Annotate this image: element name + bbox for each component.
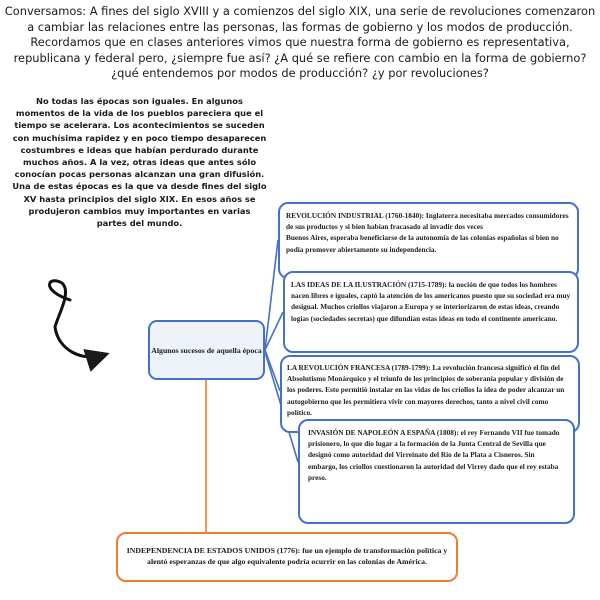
bottom-box-text: INDEPENDENCIA DE ESTADOS UNIDOS (1776): fue un ejemplo de transformación política y alentó esperanzas de que algo equivalente podría ocurrir en las colonias de América.	[126, 546, 448, 566]
hand-drawn-arrow	[50, 281, 105, 357]
event-box-revolucion-industrial	[278, 202, 579, 279]
event-text-invasion-napoleon: INVASIÓN DE NAPOLEÓN A ESPAÑA (1808): el rey Fernando VII fue tomado prisionero, lo que dio lugar a la formación de la Junta Central de Sevilla que designó como autoridad del Virreinato del Río de la Plata a Cisneros. Sin embargo, los criollos cuestionaron la autoridad del Virrey dado que el rey estaba preso.	[308, 428, 560, 482]
bottom-box-independencia	[116, 532, 458, 582]
event-box-invasion-napoleon	[298, 419, 575, 524]
connector-1	[265, 240, 278, 350]
center-box-label: Algunos sucesos de aquella época	[151, 345, 262, 355]
connector-3	[265, 350, 280, 391]
center-box	[148, 320, 265, 380]
event-text-revolucion-industrial: REVOLUCIÓN INDUSTRIAL (1760-1840): Inglaterra necesitaba mercados consumidores de sus productos y si bien habían fracasado al invadir dos veces Buenos Aires, esperaba beneficiarse de la autonomía de las colonias españolas si bien no podía promover abiertamente su independencia.	[286, 211, 569, 254]
event-text-ilustracion: LAS IDEAS DE LA ILUSTRACIÓN (1715-1789): la noción de que todos los hombres nacen libres e iguales, captó la atención de los americanos puesto que su sociedad era muy desigual. Muchos criollos viajaron a Europa y se interiorizaron de estas ideas, creando logias (sociedades secretas) que difundían estas ideas en todo el continente americano.	[291, 280, 571, 323]
context-paragraph-2: Una de estas épocas es la que va desde fines del siglo XV hasta principios del siglo XIX. En esos años se produjeron cambios muy importantes en varias partes del mundo.	[12, 181, 267, 229]
event-box-ilustracion	[283, 271, 579, 353]
context-paragraph-1: No todas las épocas son iguales. En algunos momentos de la vida de los pueblos pareciera que el tiempo se acelerara. Los acontecimientos se suceden con muchísima rapidez y en poco tiempo desaparecen costumbres e ideas que habían perdurado durante muchos años. A la vez, otras ideas que antes sólo conocían pocas personas alcanzan una gran difusión.	[12, 96, 267, 180]
intro-paragraph: Conversamos: A fines del siglo XVIII y a comienzos del siglo XIX, una serie de revoluciones comenzaron a cambiar las relaciones entre las personas, las formas de gobierno y los modos de producción. Recordamos que en clases anteriores vimos que nuestra forma de gobierno es representativa, republicana y federal pero, ¿siempre fue así? ¿A qué se refiere con cambio en la forma de gobierno? ¿qué entendemos por modos de producción? ¿y por revoluciones?	[4, 4, 596, 80]
event-text-revolucion-francesa: LA REVOLUCIÓN FRANCESA (1789-1799): La revolución francesa significó el fin del Absolutismo Monárquico y el triunfo de los principios de soberanía popular y división de los poderes. Esto permitió instalar en las vidas de los criollos la idea de poder alcanzar un autogobierno que les permitiera vivir con mayores derechos, tanto a nivel civil como político.	[287, 363, 565, 417]
